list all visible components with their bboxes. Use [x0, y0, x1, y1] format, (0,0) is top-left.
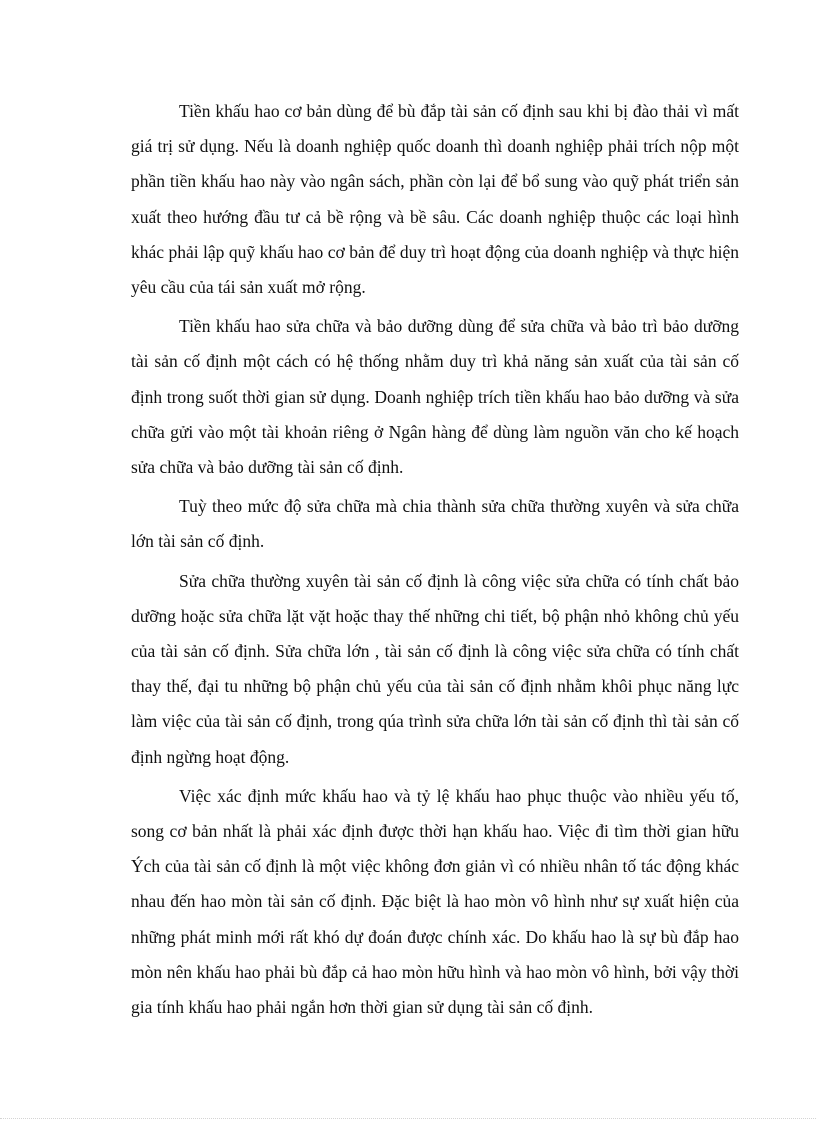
page-bottom-divider: [0, 1118, 816, 1119]
paragraph-repair-depreciation: Tiền khấu hao sửa chữa và bảo dưỡng dùng để sửa chữa và bảo trì bảo dưỡng tài sản cố định một cách có hệ thống nhằm duy trì khả năng sản xuất của tài sản cố định trong suốt thời gian sử dụng. Doanh nghiệp trích tiền khấu hao bảo dưỡng và sửa chữa gửi vào một tài khoản riêng ở Ngân hàng để dùng làm nguồn văn cho kế hoạch sửa chữa và bảo dưỡng tài sản cố định.: [131, 316, 739, 478]
paragraph-repair-types: Tuỳ theo mức độ sửa chữa mà chia thành sửa chữa thường xuyên và sửa chữa lớn tài sản cố định.: [131, 496, 739, 552]
document-body: [131, 94, 739, 1025]
paragraph-basic-depreciation: Tiền khấu hao cơ bản dùng để bù đắp tài sản cố định sau khi bị đào thải vì mất giá trị sử dụng. Nếu là doanh nghiệp quốc doanh thì doanh nghiệp phải trích nộp một phần tiền khấu hao này vào ngân sách, phần còn lại để bổ sung vào quỹ phát triển sản xuất theo hướng đầu tư cả bề rộng và bề sâu. Các doanh nghiệp thuộc các loại hình khác phải lập quỹ khấu hao cơ bản để duy trì hoạt động của doanh nghiệp và thực hiện yêu cầu của tái sản xuất mở rộng.: [131, 101, 739, 298]
paragraph-regular-and-major-repair: Sửa chữa thường xuyên tài sản cố định là công việc sửa chữa có tính chất bảo dưỡng hoặc sửa chữa lặt vặt hoặc thay thế những chi tiết, bộ phận nhỏ không chủ yếu của tài sản cố định. Sửa chữa lớn , tài sản cố định là công việc sửa chữa có tính chất thay thế, đại tu những bộ phận chủ yếu của tài sản cố định nhằm khôi phục năng lực làm việc của tài sản cố định, trong qúa trình sửa chữa lớn tài sản cố định thì tài sản cố định ngừng hoạt động.: [131, 570, 739, 767]
paragraph-depreciation-period: Việc xác định mức khấu hao và tỷ lệ khấu hao phục thuộc vào nhiều yếu tố, song cơ bản nhất là phải xác định được thời hạn khấu hao. Việc đi tìm thời gian hữu Ých của tài sản cố định là một việc không đơn giản vì có nhiều nhân tố tác động khác nhau đến hao mòn tài sản cố định. Đặc biệt là hao mòn vô hình như sự xuất hiện của những phát minh mới rất khó dự đoán được chính xác. Do khấu hao là sự bù đắp hao mòn nên khấu hao phải bù đắp cả hao mòn hữu hình và hao mòn vô hình, bởi vậy thời gia tính khấu hao phải ngắn hơn thời gian sử dụng tài sản cố định.: [131, 785, 739, 1018]
